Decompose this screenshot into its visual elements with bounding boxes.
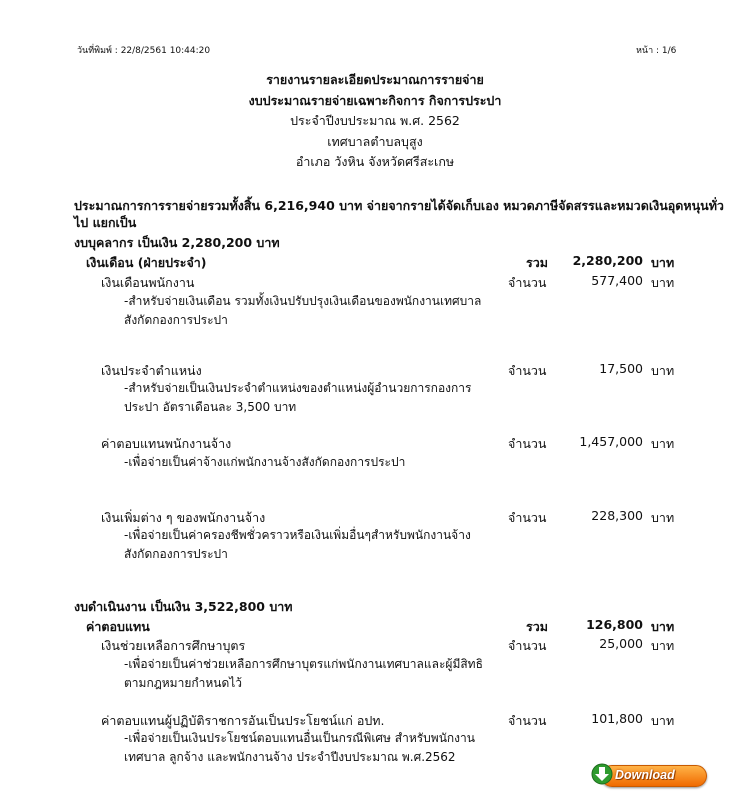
- summary-line-2: ไป แยกเป็น: [74, 215, 137, 230]
- item-description: [124, 453, 504, 472]
- amount-label: จำนวน: [508, 363, 547, 378]
- item-description: [124, 729, 504, 767]
- desc-line: -สำหรับจ่ายเป็นเงินประจำตำแหน่งของตำแหน่งผู้อำนวยการกองการ: [124, 381, 472, 395]
- baht-label: บาท: [651, 713, 675, 728]
- item-description: [124, 379, 504, 417]
- desc-line: -เพื่อจ่ายเป็นค่าช่วยเหลือการศึกษาบุตรแก่พนักงานเทศบาลและผู้มีสิทธิ: [124, 657, 483, 671]
- report-subtitle: งบประมาณรายจ่ายเฉพาะกิจการ กิจการประปา: [248, 93, 502, 108]
- total-label: รวม: [526, 619, 548, 634]
- desc-line: ประปา อัตราเดือนละ 3,500 บาท: [124, 400, 297, 414]
- item-amount: 1,457,000: [579, 434, 643, 449]
- desc-line: -เพื่อจ่ายเป็นเงินประโยชน์ตอบแทนอื่นเป็นกรณีพิเศษ สำหรับพนักงาน: [124, 731, 475, 745]
- desc-line: -เพื่อจ่ายเป็นค่าจ้างแก่พนักงานจ้างสังกัดกองการประปา: [124, 455, 406, 469]
- item-description: [124, 526, 504, 564]
- item-name: เงินประจำตำแหน่ง: [101, 363, 202, 378]
- baht-label: บาท: [651, 363, 675, 378]
- item-amount: 101,800: [591, 711, 643, 726]
- summary-line-1: ประมาณการการรายจ่ายรวมทั้งสิ้น 6,216,940 บาท จ่ายจากรายได้จัดเก็บเอง หมวดภาษีจัดสรรและหมวดเงินอุดหนุนทั่ว: [74, 198, 724, 213]
- item-name: เงินช่วยเหลือการศึกษาบุตร: [101, 638, 246, 653]
- desc-line: สังกัดกองการประปา: [124, 313, 228, 327]
- baht-label: บาท: [651, 638, 675, 653]
- item-name: เงินเพิ่มต่าง ๆ ของพนักงานจ้าง: [101, 510, 266, 525]
- print-date: วันที่พิมพ์ : 22/8/2561 10:44:20: [77, 46, 211, 56]
- subsection-total: 126,800: [586, 617, 643, 632]
- amount-label: จำนวน: [508, 638, 547, 653]
- item-amount: 228,300: [591, 508, 643, 523]
- item-amount: 577,400: [591, 273, 643, 288]
- baht-label: บาท: [651, 619, 675, 634]
- amount-label: จำนวน: [508, 510, 547, 525]
- section-personnel: งบบุคลากร เป็นเงิน 2,280,200 บาท: [74, 235, 280, 250]
- download-label: Download: [615, 768, 675, 782]
- desc-line: เทศบาล ลูกจ้าง และพนักงานจ้าง ประจำปีงบประมาณ พ.ศ.2562: [124, 750, 456, 764]
- district-province: อำเภอ วังหิน จังหวัดศรีสะเกษ: [295, 154, 455, 169]
- item-amount: 17,500: [599, 361, 643, 376]
- baht-label: บาท: [651, 436, 675, 451]
- subsection-salary: เงินเดือน (ฝ่ายประจำ): [86, 255, 207, 270]
- desc-line: -เพื่อจ่ายเป็นค่าครองชีพชั่วคราวหรือเงินเพิ่มอื่นๆสำหรับพนักงานจ้าง: [124, 528, 471, 542]
- amount-label: จำนวน: [508, 275, 547, 290]
- page-number: หน้า : 1/6: [636, 46, 677, 56]
- desc-line: ตามกฎหมายกำหนดไว้: [124, 676, 243, 690]
- total-label: รวม: [526, 255, 548, 270]
- subsection-compensation: ค่าตอบแทน: [86, 619, 150, 634]
- baht-label: บาท: [651, 255, 675, 270]
- item-name: ค่าตอบแทนพนักงานจ้าง: [101, 436, 232, 451]
- section-operations: งบดำเนินงาน เป็นเงิน 3,522,800 บาท: [74, 599, 293, 614]
- item-description: [124, 292, 504, 330]
- municipality: เทศบาลตำบลบุสูง: [327, 134, 423, 149]
- fiscal-year: ประจำปีงบประมาณ พ.ศ. 2562: [290, 113, 460, 128]
- download-arrow-icon: [591, 762, 613, 786]
- report-title: รายงานรายละเอียดประมาณการรายจ่าย: [266, 72, 484, 87]
- item-name: เงินเดือนพนักงาน: [101, 275, 195, 290]
- desc-line: -สำหรับจ่ายเงินเดือน รวมทั้งเงินปรับปรุงเงินเดือนของพนักงานเทศบาล: [124, 294, 482, 308]
- download-button[interactable]: [589, 760, 707, 790]
- baht-label: บาท: [651, 275, 675, 290]
- amount-label: จำนวน: [508, 436, 547, 451]
- item-name: ค่าตอบแทนผู้ปฏิบัติราชการอันเป็นประโยชน์แก่ อปท.: [101, 713, 385, 728]
- item-amount: 25,000: [599, 636, 643, 651]
- amount-label: จำนวน: [508, 713, 547, 728]
- desc-line: สังกัดกองการประปา: [124, 547, 228, 561]
- item-description: [124, 655, 504, 693]
- subsection-total: 2,280,200: [572, 253, 643, 268]
- baht-label: บาท: [651, 510, 675, 525]
